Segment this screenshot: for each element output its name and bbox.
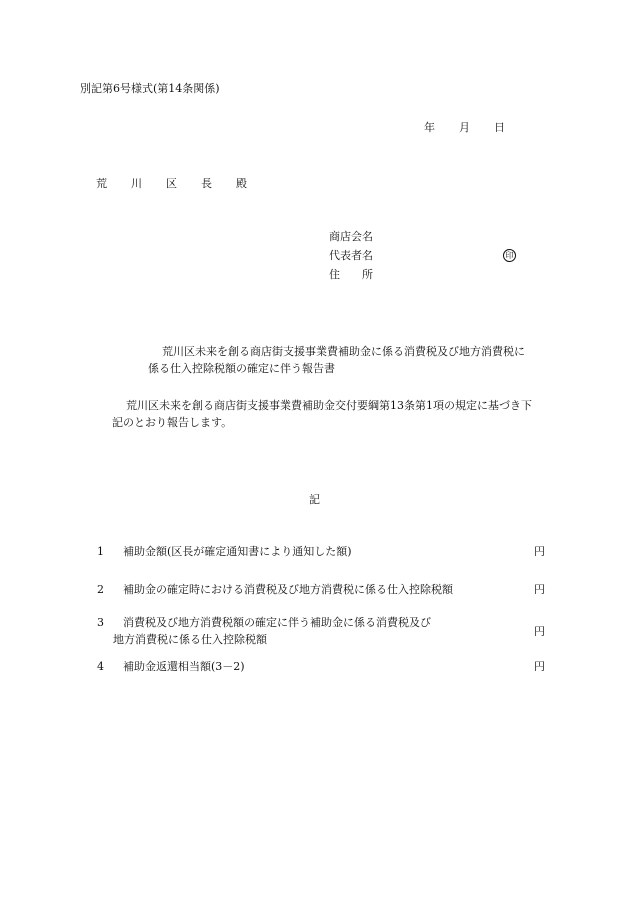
body-text (112, 397, 532, 431)
form-number: 別記第6号様式(第14条関係) (80, 82, 220, 95)
item-text: 補助金額(区長が確定通知書により通知した額) (123, 545, 352, 558)
address-label: 住 所 (329, 268, 373, 281)
association-name-label: 商店会名 (329, 230, 373, 243)
item-number: 3 (97, 616, 104, 629)
addressee-char: 区 (166, 177, 177, 190)
association-name-row (329, 228, 373, 247)
representative-label: 代表者名 (329, 249, 373, 262)
item-number: 1 (97, 545, 104, 558)
item-unit: 円 (534, 625, 545, 638)
title-line-1: 荒川区未来を創る商店街支援事業費補助金に係る消費税及び地方消費税に (162, 345, 525, 358)
date-line (424, 119, 505, 136)
addressee-honorific: 殿 (236, 177, 247, 190)
item-number: 4 (97, 660, 104, 673)
item-unit: 円 (534, 583, 545, 596)
ki-heading: 記 (309, 493, 320, 506)
title-line-2: 係る仕入控除税額の確定に伴う報告書 (148, 362, 335, 376)
addressee-char: 長 (201, 177, 212, 190)
body-line-2: 記のとおり報告します。 (112, 416, 233, 430)
list-item (97, 614, 547, 650)
date-year-label: 年 (424, 121, 435, 134)
address-row (329, 266, 373, 285)
item-text-continued: 地方消費税に係る仕入控除税額 (113, 633, 267, 646)
body-line-1: 荒川区未来を創る商店街支援事業費補助金交付要綱第13条第1項の規定に基づき下 (126, 399, 532, 412)
item-unit: 円 (534, 660, 545, 673)
addressee-char: 川 (131, 177, 142, 190)
addressee (96, 175, 271, 192)
date-day-label: 日 (494, 121, 505, 134)
item-number: 2 (97, 583, 104, 596)
applicant-block (329, 228, 514, 285)
seal-mark: 印 (503, 249, 516, 262)
item-text: 消費税及び地方消費税額の確定に伴う補助金に係る消費税及び (123, 616, 431, 629)
date-month-label: 月 (459, 121, 470, 134)
item-text: 補助金の確定時における消費税及び地方消費税に係る仕入控除税額 (123, 583, 453, 596)
document-title (148, 343, 525, 377)
item-unit: 円 (534, 545, 545, 558)
addressee-char: 荒 (96, 177, 107, 190)
representative-row (329, 247, 514, 266)
item-text: 補助金返還相当額(3－2) (123, 660, 245, 673)
